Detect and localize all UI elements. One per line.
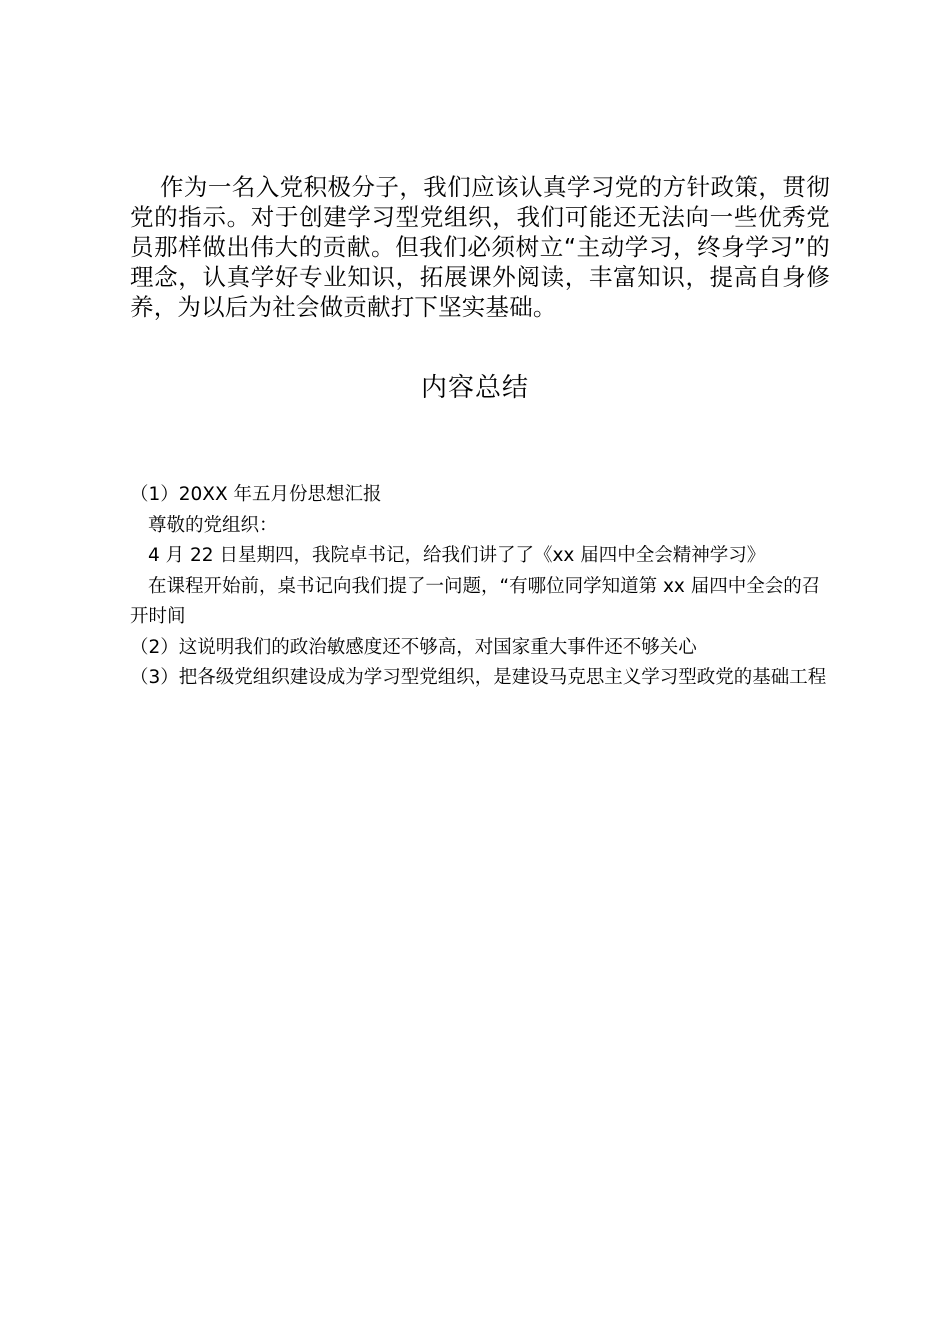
summary-line-4-text: 在课程开始前，桌书记向我们提了一问题，“有哪位同学知道第 xx 届四中全会的召开时间 — [130, 575, 821, 627]
summary-line-4 — [130, 572, 835, 633]
summary-line-2: 尊敬的党组织： — [148, 514, 278, 536]
summary-line-5: （2）这说明我们的政治敏感度还不够高，对国家重大事件还不够关心 — [130, 636, 697, 658]
summary-line-3: 4 月 22 日星期四，我院卓书记，给我们讲了了《xx 届四中全会精神学习》 — [148, 545, 766, 566]
summary-line-6: （3）把各级党组织建设成为学习型党组织，是建设马克思主义学习型政党的基础工程 — [130, 667, 827, 688]
summary-section — [130, 480, 835, 694]
summary-title: 内容总结 — [420, 373, 529, 403]
summary-line-1: （1）20XX 年五月份思想汇报 — [130, 484, 382, 505]
intro-paragraph: 作为一名入党积极分子，我们应该认真学习党的方针政策，贯彻党的指示。对于创建学习型党组织，我们可能还无法向一些优秀党员那样做出伟大的贡献。但我们必须树立“主动学习，终身学习”的理念，认真学好专业知识，拓展课外阅读，丰富知识，提高自身修养，为以后为社会做贡献打下坚实基础。 — [130, 173, 830, 321]
